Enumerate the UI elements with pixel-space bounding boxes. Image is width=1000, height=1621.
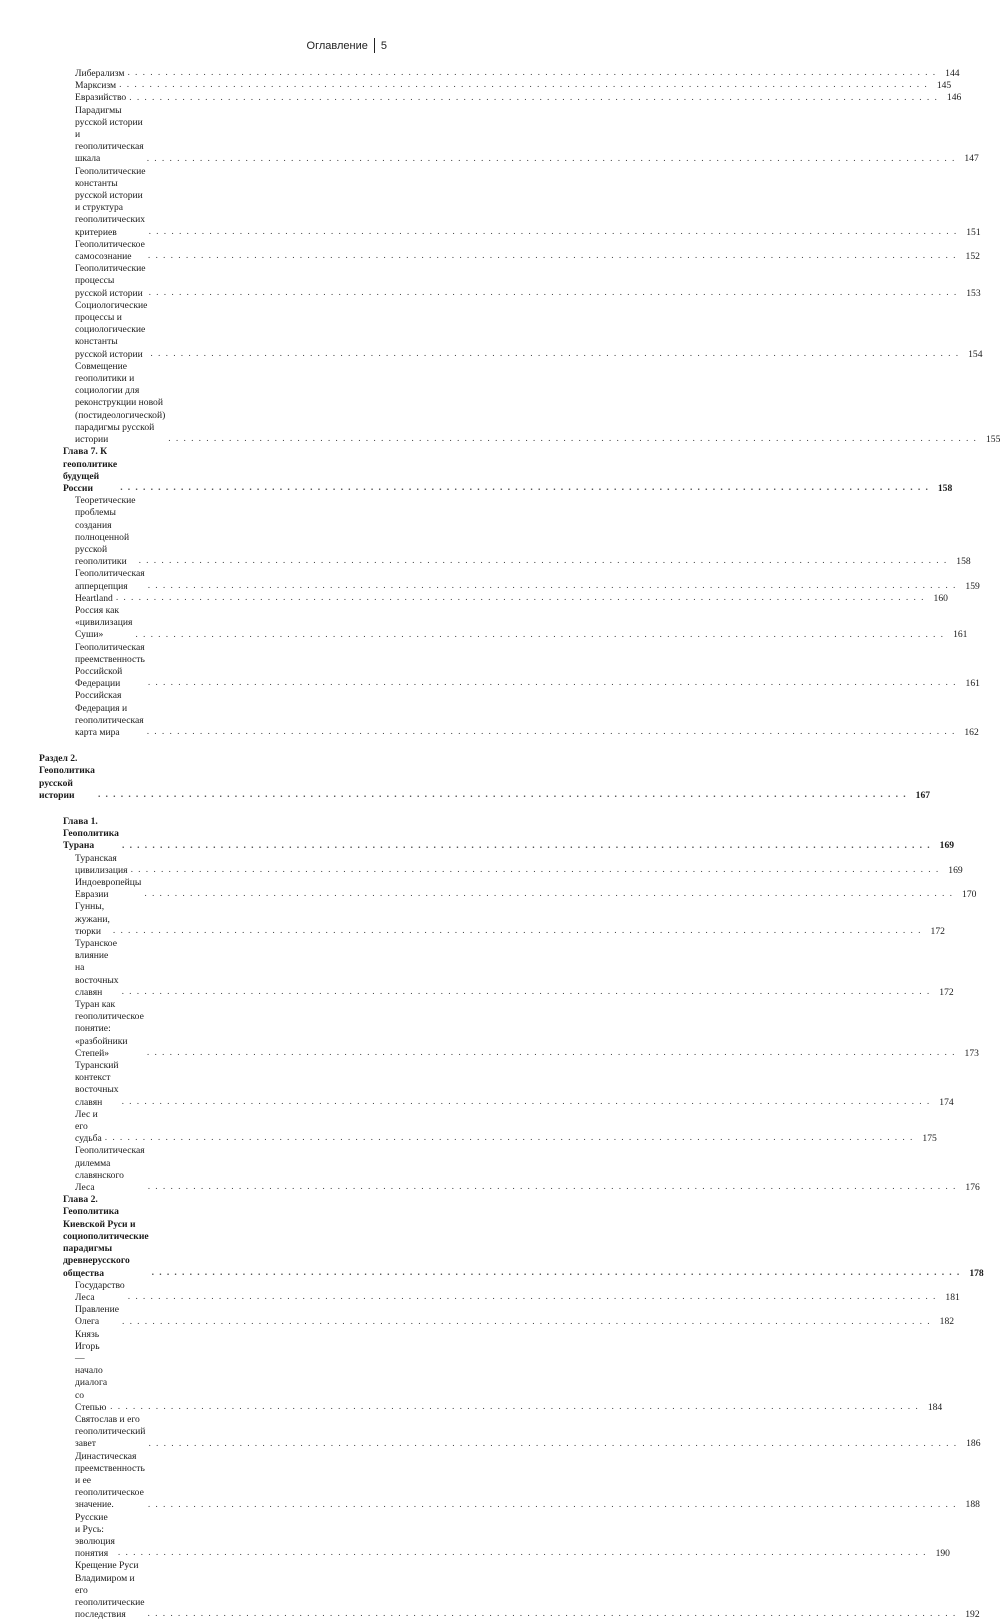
toc-entry[interactable]: Русские и Русь: эволюция понятия . . . 190 — [75, 1512, 388, 1561]
running-header — [307, 38, 387, 53]
toc-entry[interactable]: Государство Леса . . . 181 — [75, 1280, 388, 1304]
toc-entry[interactable]: Совмещение геополитики и социологии для реконструкции новой (постидеологической) парадигмы русской истории . . . 155 — [75, 361, 388, 446]
chapter-heading[interactable]: Глава 1. Геополитика Турана . . . 169 — [63, 816, 388, 853]
toc-entry[interactable]: Туран как геополитическое понятие: «разбойники Степей» . . . 173 — [75, 999, 388, 1060]
toc-entry[interactable]: Лес и его судьба . . . 175 — [75, 1109, 388, 1146]
toc-entry[interactable]: Россия как «цивилизация Суши» . . . 161 — [75, 605, 388, 642]
toc-entry[interactable]: Геополитические процессы русской истории . . . 153 — [75, 263, 388, 300]
toc-entry[interactable]: Геополитическое самосознание . . . 152 — [75, 239, 388, 263]
chapter-heading[interactable]: Глава 7. К геополитике будущей России . . . 158 — [63, 446, 388, 495]
toc-entry[interactable]: Геополитические константы русской истории и структура геополитических критериев . . . 151 — [75, 166, 388, 239]
group-c — [63, 852, 980, 1195]
toc-entry[interactable]: Князь Игорь — начало диалога со Степью . . . 184 — [75, 1329, 388, 1414]
toc-entry[interactable]: Святослав и его геополитический завет . . . 186 — [75, 1414, 388, 1451]
header-page-number: 5 — [380, 39, 387, 52]
toc-entry[interactable]: Династическая преемственность и ее геополитическое значение. . . . 188 — [75, 1451, 388, 1512]
toc-entry[interactable]: Гунны, жужани, тюрки . . . 172 — [75, 901, 388, 938]
group-a — [63, 68, 1000, 446]
toc-entry[interactable]: Heartland . . . 160 — [75, 593, 388, 605]
toc-entry[interactable]: Российская Федерация и геополитическая карта мира . . . 162 — [75, 690, 388, 739]
toc-entry[interactable]: Теоретические проблемы создания полноценной русской геополитики . . . 158 — [75, 495, 388, 568]
toc-entry[interactable]: Туранский контекст восточных славян . . . 174 — [75, 1060, 388, 1109]
toc-entry[interactable]: Евразийство . . . 146 — [75, 92, 388, 104]
toc-entry[interactable]: Социологические процессы и социологические константы русской истории . . . 154 — [75, 300, 388, 361]
header-separator — [374, 38, 375, 53]
toc-entry[interactable]: Крещение Руси Владимиром и его геополитические последствия . . . 192 — [75, 1560, 388, 1621]
toc-entry[interactable]: Либерализм . . . 144 — [75, 68, 388, 80]
chapter-heading[interactable]: Глава 2. Геополитика Киевской Руси и социополитические парадигмы древнерусского общества . . . 178 — [63, 1194, 388, 1279]
group-b — [63, 495, 980, 739]
toc-entry[interactable]: Геополитическая дилемма славянского Леса . . . 176 — [75, 1145, 388, 1194]
toc-entry[interactable]: Правление Олега . . . 182 — [75, 1304, 388, 1328]
header-section-title: Оглавление — [306, 39, 368, 52]
toc-entry[interactable]: Геополитическая преемственность Российской Федерации . . . 161 — [75, 642, 388, 691]
toc-entry[interactable]: Геополитическая апперцепция . . . 159 — [75, 568, 388, 592]
toc-entry[interactable]: Туранское влияние на восточных славян . . . 172 — [75, 938, 388, 999]
toc-entry[interactable]: Индоевропейцы Евразии . . . 170 — [75, 877, 388, 901]
section-heading[interactable]: Раздел 2. Геополитика русской истории . . . 167 — [39, 753, 388, 802]
toc-entry[interactable]: Марксизм . . . 145 — [75, 80, 388, 92]
toc-entry[interactable]: Туранская цивилизация . . . 169 — [75, 853, 388, 877]
toc-entry[interactable]: Парадигмы русской истории и геополитическая шкала . . . 147 — [75, 105, 388, 166]
table-of-contents — [39, 68, 1000, 1621]
group-d — [63, 1279, 981, 1621]
